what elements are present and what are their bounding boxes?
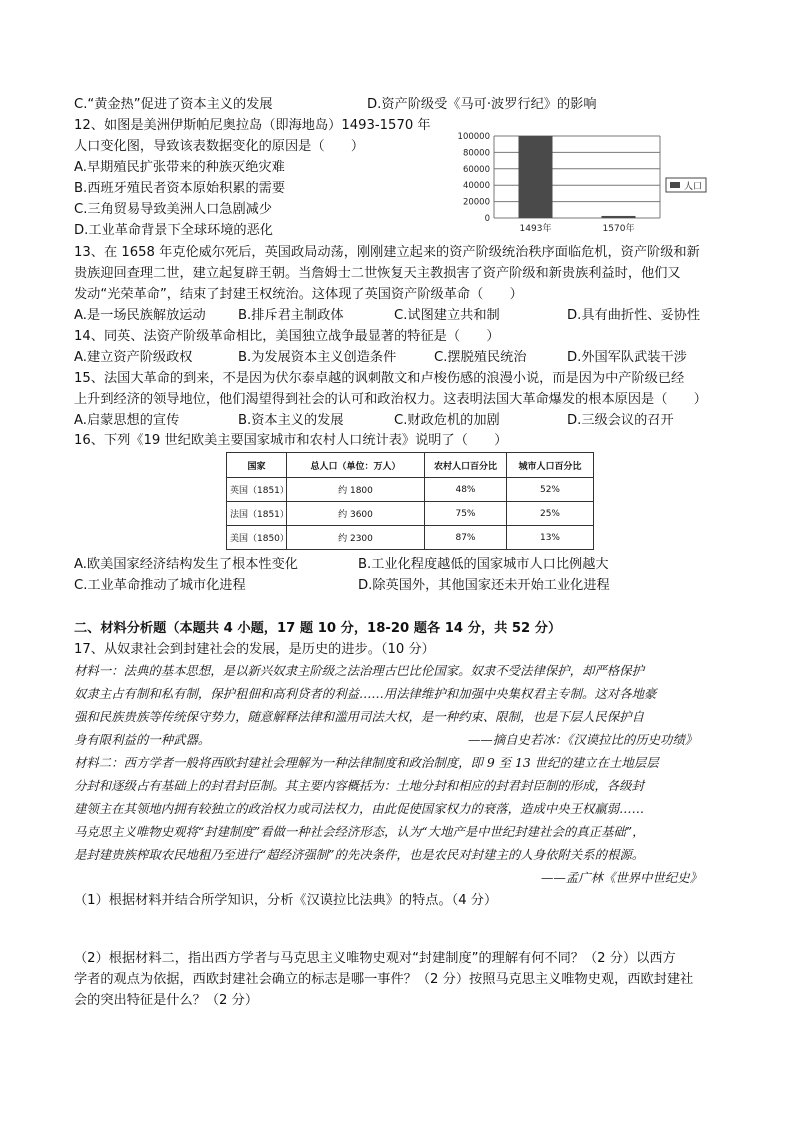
chart-bars	[519, 136, 636, 218]
q15-option-d: D.三级会议的召开	[567, 413, 674, 428]
chart-y-tick-labels	[458, 132, 490, 224]
sub-question-2-line-3: 会的突出特征是什么？（2 分）	[74, 993, 259, 1008]
q16-option-a: A.欧美国家经济结构发生了根本性变化	[74, 557, 298, 572]
q13-option-d: D.具有曲折性、妥协性	[567, 308, 701, 323]
material-2-line-5: 是封建贵族榨取农民地租乃至进行“超经济强制”的先决条件，也是农民对封建主的人身依附关系的根源。	[74, 847, 645, 862]
q16-option-d: D.除英国外，其他国家还未开始工业化进程	[358, 578, 610, 593]
population-bar-chart	[448, 130, 708, 242]
material-2-source: ——孟广林《世界中世纪史》	[541, 870, 703, 885]
section-2-heading: 二、材料分析题（本题共 4 小题，17 题 10 分，18-20 题各 14 分，共 52 分）	[74, 621, 562, 636]
material-2-line-2: 分封和逐级占有基础上的封君封臣制。其主要内容概括为：土地分封和相应的封君封臣制的形成，各级封	[74, 778, 644, 793]
table-cell: 87%	[425, 526, 507, 550]
table-cell: 法国（1851）	[227, 502, 287, 526]
q12-option-d: D.工业革命背景下全球环境的恶化	[74, 223, 273, 238]
q15-option-b: B.资本主义的发展	[238, 413, 344, 428]
table-row	[227, 478, 594, 502]
y-tick-label: 40000	[462, 181, 490, 192]
material-1-line-3: 强和民族贵族等传统保守势力，随意解释法律和滥用司法大权，是一种约束、限制，也是下层人民保护自	[74, 709, 644, 724]
table-cell: 25%	[507, 502, 594, 526]
q13-option-a: A.是一场民族解放运动	[74, 308, 206, 323]
q14-stem: 14、同英、法资产阶级革命相比，美国独立战争最显著的特征是（ ）	[74, 329, 500, 344]
q15-stem-line-2: 上升到经济的领导地位，他们渴望得到社会的认可和政治权力。这表明法国大革命爆发的根本原因是（ ）	[74, 392, 707, 407]
table-cell: 13%	[507, 526, 594, 550]
table-cell: 52%	[507, 478, 594, 502]
y-tick-label: 20000	[462, 197, 490, 208]
table-row	[227, 502, 594, 526]
bar-1	[602, 216, 636, 218]
chart-x-tick-labels	[520, 222, 635, 234]
q14-option-a: A.建立资产阶级政权	[74, 350, 193, 365]
q11-option-c: C.“黄金热”促进了资本主义的发展	[74, 97, 273, 112]
header-country: 国家	[227, 453, 287, 478]
q14-option-b: B.为发展资本主义创造条件	[238, 350, 397, 365]
q13-option-b: B.排斥君主制政体	[238, 308, 344, 323]
q12-option-a: A.早期殖民扩张带来的种族灭绝灾难	[74, 160, 285, 175]
q15-option-c: C.财政危机的加剧	[394, 413, 500, 428]
material-2-line-3: 建领主在其领地内拥有较独立的政治权力或司法权力，由此促使国家权力的衰落，造成中央王权羸弱……	[74, 801, 644, 816]
table-cell: 英国（1851）	[227, 478, 287, 502]
material-1-line-4: 身有限利益的一种武器。	[74, 732, 211, 747]
q12-option-c: C.三角贸易导致美洲人口急剧减少	[74, 202, 273, 217]
table-cell: 约 3600	[287, 502, 425, 526]
q11-option-d: D.资产阶级受《马可·波罗行纪》的影响	[367, 97, 597, 112]
material-1-line-1: 材料一：法典的基本思想，是以新兴奴隶主阶级之法治理古巴比伦国家。奴隶不受法律保护，却严格保护	[74, 663, 644, 678]
q16-option-b: B.工业化程度越低的国家城市人口比例越大	[358, 557, 609, 572]
q16-option-c: C.工业革命推动了城市化进程	[74, 578, 246, 593]
q12-stem-line-1: 12、如图是美洲伊斯帕尼奥拉岛（即海地岛）1493-1570 年	[74, 118, 431, 133]
table-header-row	[227, 453, 594, 478]
q12-option-b: B.西班牙殖民者资本原始积累的需要	[74, 181, 286, 196]
table-cell: 约 2300	[287, 526, 425, 550]
sub-question-1: （1）根据材料并结合所学知识，分析《汉谟拉比法典》的特点。（4 分）	[74, 893, 498, 908]
population-statistics-table	[226, 452, 594, 550]
q14-option-d: D.外国军队武装干涉	[567, 350, 687, 365]
material-2-line-4: 马克思主义唯物史观将“封建制度”看做一种社会经济形态，认为“大地产是中世纪封建社会的真正基础”，	[74, 824, 645, 839]
material-2-line-1: 材料二：西方学者一般将西欧封建社会理解为一种法律制度和政治制度，即 9 至 13 世纪的建立在土地层层	[74, 755, 659, 770]
legend-swatch	[670, 182, 680, 188]
sub-question-2-line-2: 学者的观点为依据，西欧封建社会确立的标志是哪一事件？（2 分）按照马克思主义唯物史观，西欧封建社	[74, 972, 694, 987]
header-total-population: 总人口（单位：万人）	[287, 453, 425, 478]
header-urban-percent: 城市人口百分比	[507, 453, 594, 478]
q14-option-c: C.摆脱殖民统治	[434, 350, 527, 365]
q13-stem-line-3: 发动“光荣革命”，结束了封建王权统治。这体现了英国资产阶级革命（ ）	[74, 287, 523, 302]
y-tick-label: 60000	[462, 164, 490, 175]
table-cell: 48%	[425, 478, 507, 502]
x-tick-label: 1493年	[519, 224, 552, 234]
legend-label: 人口	[684, 182, 703, 192]
q17-stem: 17、从奴隶社会到封建社会的发展，是历史的进步。（10 分）	[74, 642, 435, 657]
table-row	[227, 526, 594, 550]
y-tick-label: 100000	[457, 132, 490, 142]
x-tick-label: 1570年	[602, 224, 635, 234]
material-1-line-2: 奴隶主占有制和私有制，保护租佃和高利贷者的利益……用法律维护和加强中央集权君主专制。这对各地豪	[74, 686, 657, 701]
material-1-source: ——摘自史若冰：《汉谟拉比的历史功绩》	[468, 732, 698, 747]
q13-stem-line-1: 13、在 1658 年克伦威尔死后，英国政局动荡，刚刚建立起来的资产阶级统治秩序面临危机，资产阶级和新	[74, 245, 700, 260]
table-cell: 约 1800	[287, 478, 425, 502]
q16-stem: 16、下列《19 世纪欧美主要国家城市和农村人口统计表》说明了（ ）	[74, 433, 508, 448]
sub-question-2-line-1: （2）根据材料二，指出西方学者与马克思主义唯物史观对“封建制度”的理解有何不同？（2 分）以西方	[74, 951, 676, 966]
q13-option-c: C.试图建立共和制	[394, 308, 500, 323]
q15-stem-line-1: 15、法国大革命的到来，不是因为伏尔泰卓越的讽刺散文和卢梭伤感的浪漫小说，而是因为中产阶级已经	[74, 371, 685, 386]
bar-0	[519, 136, 553, 218]
table-cell: 美国（1850）	[227, 526, 287, 550]
q15-option-a: A.启蒙思想的宣传	[74, 413, 180, 428]
chart-legend	[666, 178, 706, 192]
y-tick-label: 80000	[462, 148, 490, 159]
q13-stem-line-2: 贵族迎回查理二世，建立起复辟王朝。当詹姆士二世恢复天主教损害了资产阶级和新贵族利益时，他们又	[74, 266, 681, 281]
header-rural-percent: 农村人口百分比	[425, 453, 507, 478]
q12-stem-line-2: 人口变化图，导致该表数据变化的原因是（ ）	[74, 139, 365, 154]
table-cell: 75%	[425, 502, 507, 526]
y-tick-label: 0	[484, 214, 490, 224]
